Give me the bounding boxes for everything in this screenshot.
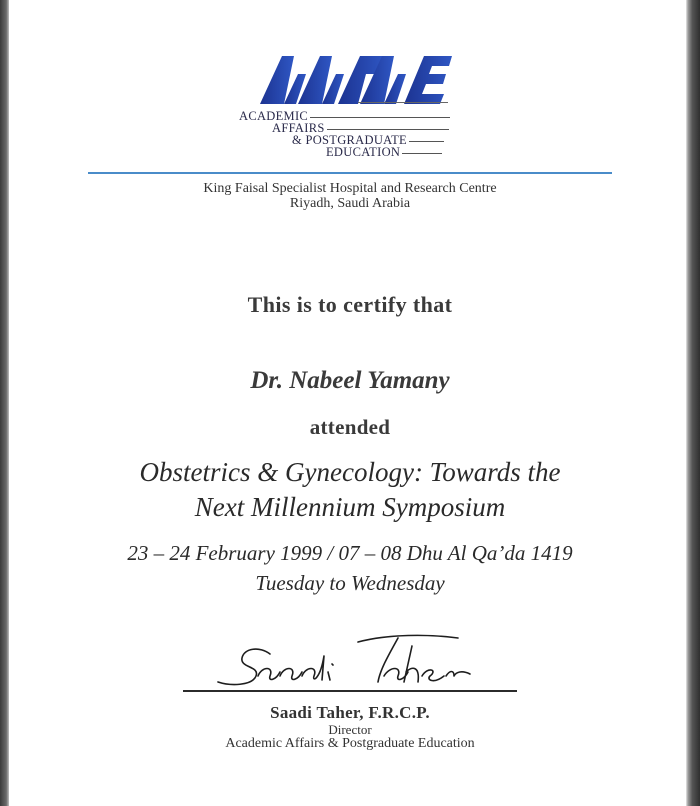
aapae-logo-mark bbox=[254, 52, 454, 108]
certify-heading: This is to certify that bbox=[247, 292, 453, 317]
logo-line-education: EDUCATION bbox=[326, 146, 442, 158]
page-right-edge bbox=[686, 0, 700, 806]
event-title-line2: Next Millennium Symposium bbox=[194, 492, 506, 522]
event-title-line1: Obstetrics & Gynecology: Towards the bbox=[139, 457, 561, 487]
aapae-logo bbox=[232, 52, 462, 164]
handwritten-signature bbox=[208, 626, 508, 692]
logo-line-postgraduate: & POSTGRADUATE bbox=[292, 134, 444, 146]
page-left-edge bbox=[0, 0, 9, 806]
signatory-title: Director bbox=[328, 722, 372, 737]
institution-name: King Faisal Specialist Hospital and Research Centre bbox=[203, 181, 497, 196]
event-dates: 23 – 24 February 1999 / 07 – 08 Dhu Al Qa’da 1419 bbox=[127, 541, 573, 565]
event-days: Tuesday to Wednesday bbox=[255, 571, 445, 595]
signatory-department: Academic Affairs & Postgraduate Education bbox=[225, 736, 475, 751]
logo-line-affairs: AFFAIRS bbox=[272, 122, 449, 134]
logo-line-academic: ACADEMIC bbox=[239, 110, 450, 122]
institution-location: Riyadh, Saudi Arabia bbox=[289, 196, 411, 211]
attended-text: attended bbox=[309, 415, 391, 439]
aapae-logo-text bbox=[232, 108, 462, 164]
recipient-name: Dr. Nabeel Yamany bbox=[250, 367, 450, 394]
header-divider bbox=[88, 172, 612, 174]
signature-line bbox=[183, 690, 517, 692]
signatory-name: Saadi Taher, F.R.C.P. bbox=[270, 703, 430, 722]
